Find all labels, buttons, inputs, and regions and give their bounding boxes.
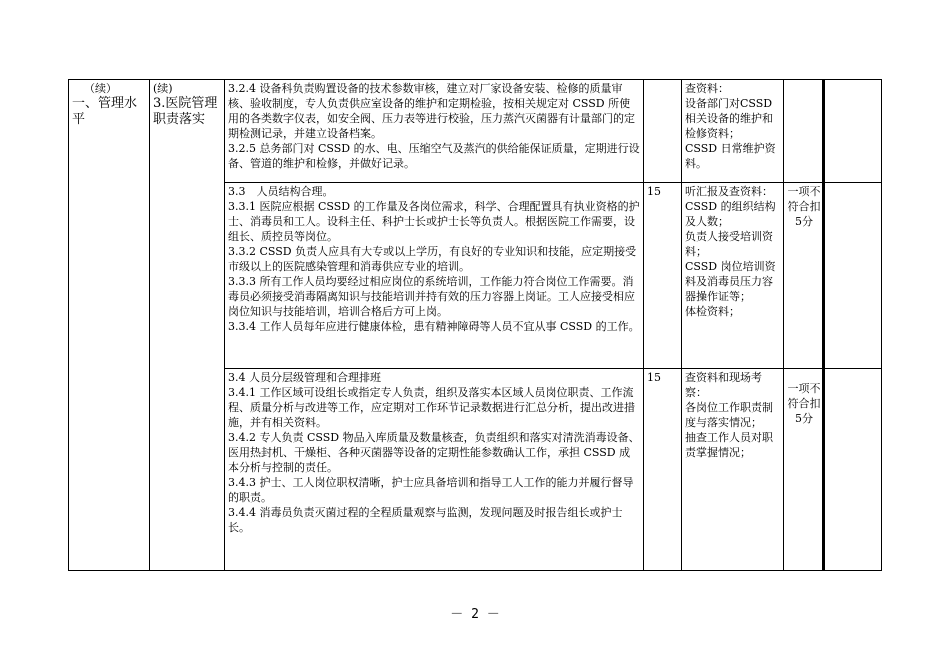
method-item: 负责人接受培训资料； — [685, 230, 773, 258]
extra-cell — [825, 80, 882, 183]
method-item: 体检资料； — [685, 305, 740, 318]
criteria-cell — [225, 80, 644, 183]
criteria-cell — [225, 369, 644, 571]
score-cell — [644, 80, 682, 183]
extra-cell — [825, 369, 882, 571]
method-cell — [682, 369, 784, 571]
method-item: 各岗位工作职责制度与落实情况； — [685, 401, 773, 429]
method-item: 查资料： — [685, 82, 729, 95]
method-item: 抽查工作人员对职责掌握情况； — [685, 431, 773, 459]
criteria-item: 3.4.1 工作区域可设组长或指定专人负责，组织及落实本区域人员岗位职责、工作流程、质量分析与改进等工作，应定期对工作环节记录数据进行汇总分析，提出改进措施，并有相关资料。 — [228, 386, 635, 429]
criteria-item: 3.4.4 消毒员负责灭菌过程的全程质量观察与监测，发现问题及时报告组长或护士长。 — [228, 506, 623, 534]
method-cell — [682, 80, 784, 183]
method-cell — [682, 183, 784, 369]
method-item: CSSD 岗位培训资料及消毒员压力容器操作证等； — [685, 260, 776, 303]
category-continued-label: （续） — [84, 82, 117, 95]
subcategory-title: 3.医院管理职责落实 — [153, 96, 218, 127]
score-cell: 15 — [644, 183, 682, 369]
method-item: CSSD 的组织结构及人数； — [685, 200, 776, 228]
criteria-item: 3.3.4 工作人员每年应进行健康体检，患有精神障碍等人员不宜从事 CSSD 的工作。 — [228, 320, 640, 333]
criteria-item: 3.2.4 设备科负责购置设备的技术参数审核，建立对厂家设备安装、检修的质量审核、验收制度，专人负责供应室设备的维护和定期检验，按相关规定对 CSSD 所使用的各类数字仪表，如安全阀、压力表等进行校验，压力蒸汽灭菌器有计量部门的定期检测记录，并建立设备档案。 — [228, 82, 635, 140]
deduction-cell — [784, 80, 825, 183]
standards-table — [68, 79, 882, 571]
criteria-item: 3.3.3 所有工作人员均要经过相应岗位的系统培训，工作能力符合岗位工作需要。消毒员必须接受消毒隔离知识与技能培训并持有效的压力容器上岗证。工人应接受相应岗位知识与技能培训，培训合格后方可上岗。 — [228, 275, 635, 318]
deduction-cell: 一项不符合扣5分 — [784, 183, 825, 369]
method-item: CSSD 日常维护资料。 — [685, 142, 776, 170]
criteria-item: 3.3.2 CSSD 负责人应具有大专或以上学历，有良好的专业知识和技能，应定期接受市级以上的医院感染管理和消毒供应专业的培训。 — [228, 245, 637, 273]
criteria-cell — [225, 183, 644, 369]
criteria-item: 3.2.5 总务部门对 CSSD 的水、电、压缩空气及蒸汽的供给能保证质量，定期进行设备、管道的维护和检修，并做好记录。 — [228, 142, 640, 170]
category-title: 一、管理水平 — [72, 96, 138, 127]
criteria-item: 3.4 人员分层级管理和合理排班 — [228, 371, 381, 384]
score-cell: 15 — [644, 369, 682, 571]
criteria-item: 3.3 人员结构合理。 — [228, 185, 334, 198]
subcategory-cell — [150, 80, 225, 571]
method-item: 听汇报及查资料： — [685, 185, 773, 198]
extra-cell — [825, 183, 882, 369]
page-number: － 2 － — [450, 607, 500, 622]
method-item: 查资料和现场考察： — [685, 371, 762, 399]
table-row — [69, 80, 882, 183]
category-cell — [69, 80, 150, 571]
method-item: 设备部门对CSSD相关设备的维护和检修资料； — [685, 97, 773, 140]
criteria-item: 3.3.1 医院应根据 CSSD 的工作量及各岗位需求，科学、合理配置具有执业资格的护士、消毒员和工人。设科主任、科护士长或护士长等负责人。根据医院工作需要，设组长、质控员等岗位。 — [228, 200, 640, 243]
deduction-cell: 一项不符合扣5分 — [784, 369, 825, 571]
criteria-item: 3.4.2 专人负责 CSSD 物品入库质量及数量核查，负责组织和落实对清洗消毒设备、医用热封机、干燥柜、各种灭菌器等设备的定期性能参数确认工作，承担 CSSD 成本分析与控制的责任。 — [228, 431, 640, 474]
subcategory-continued-label: (续) — [153, 82, 173, 95]
criteria-item: 3.4.3 护士、工人岗位职权清晰，护士应具备培训和指导工人工作的能力并履行督导的职责。 — [228, 476, 634, 504]
